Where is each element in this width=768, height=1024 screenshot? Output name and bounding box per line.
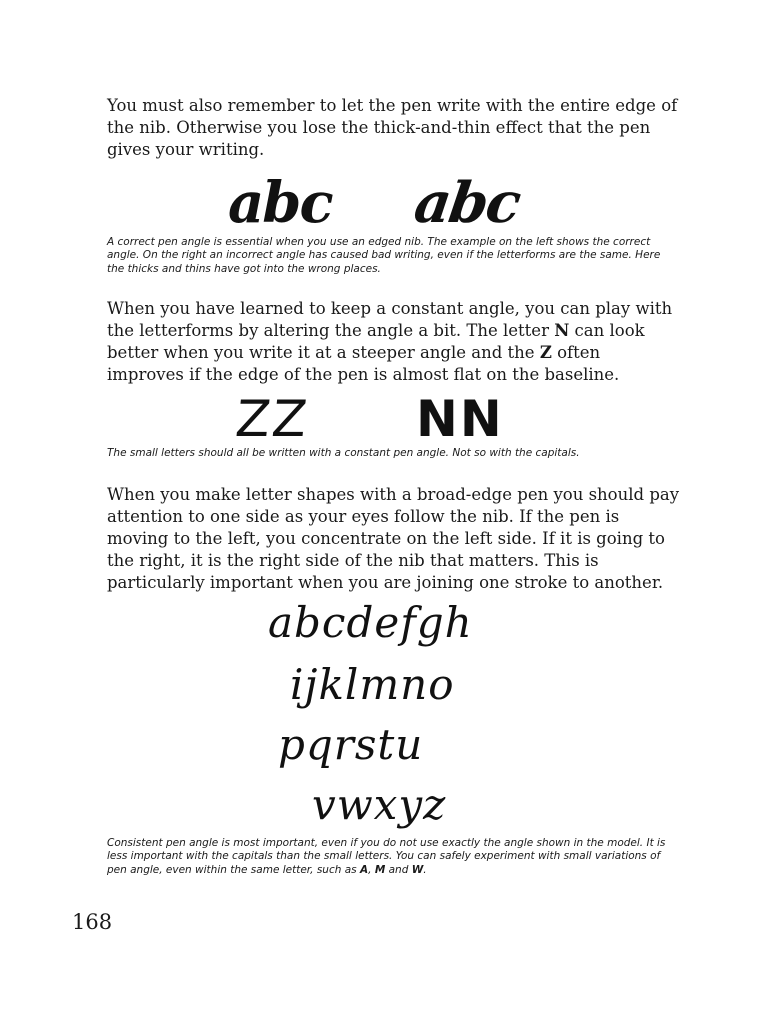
caption-2: The small letters should all be written with a constant pen angle. Not so with the capitals. bbox=[107, 447, 580, 459]
alphabet-line-3: pqrstu bbox=[278, 720, 424, 769]
caption3-letter-a: A bbox=[359, 863, 369, 876]
example-incorrect-angle: abc bbox=[410, 170, 524, 236]
alphabet-line-4: vwxyz bbox=[312, 780, 447, 829]
page-number: 168 bbox=[72, 910, 113, 934]
example-correct-angle: abc bbox=[228, 170, 332, 236]
caption3-letter-m: M bbox=[374, 863, 386, 876]
para2-text-b: can look better when you write it at a steeper angle and the bbox=[107, 321, 645, 362]
alphabet-line-1: abcdefgh bbox=[268, 598, 473, 647]
body-paragraph-3: When you make letter shapes with a broad-edge pen you should pay attention to one side as your eyes follow the nib. If the pen is moving to the left, you concentrate on the left side. If it is going to the right, it is the right side of the nib that matters. This is particularly important when you are joining one stroke to another. bbox=[107, 485, 680, 592]
example-nn: NN bbox=[416, 390, 504, 448]
caption3-letter-w: W bbox=[411, 863, 424, 876]
letter-n: N bbox=[554, 321, 570, 340]
caption3-sep-2: and bbox=[385, 863, 412, 876]
caption3-text: Consistent pen angle is most important, even if you do not use exactly the angle shown in the model. It is less important with the capitals than the small letters. You can safely experiment with small variations of pen angle, even within the same letter, such as bbox=[107, 837, 666, 876]
caption-1: A correct pen angle is essential when you use an edged nib. The example on the left shows the correct angle. On the right an incorrect angle has caused bad writing, even if the letterforms are the same. Here the thicks and thins have got into the wrong places. bbox=[107, 236, 661, 275]
letter-z: Z bbox=[539, 343, 552, 362]
body-paragraph-2 bbox=[107, 298, 682, 386]
caption3-end: . bbox=[423, 863, 427, 876]
body-paragraph-1: You must also remember to let the pen write with the entire edge of the nib. Otherwise you lose the thick-and-thin effect that the pen gives your writing. bbox=[107, 96, 678, 159]
para2-text-c: often improves if the edge of the pen is almost flat on the baseline. bbox=[107, 343, 620, 384]
caption-3 bbox=[107, 837, 667, 877]
para2-text-a: When you have learned to keep a constant angle, you can play with the letterforms by altering the angle a bit. The letter bbox=[107, 299, 673, 340]
example-zz: ZZ bbox=[232, 390, 312, 448]
caption3-sep-1: , bbox=[368, 863, 375, 876]
alphabet-line-2: ijklmno bbox=[290, 660, 455, 709]
